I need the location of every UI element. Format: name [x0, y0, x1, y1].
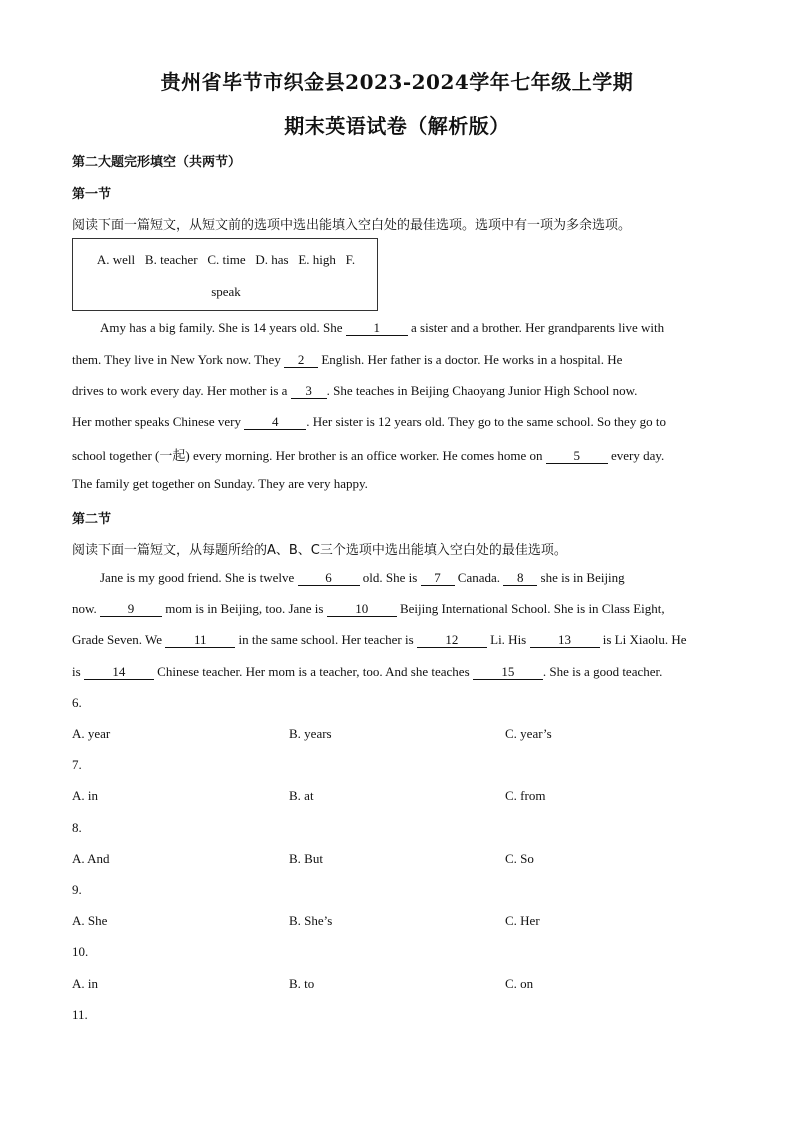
part2-label: 第二节	[72, 512, 112, 527]
blank-10: 10	[327, 602, 397, 617]
option-b[interactable]: B. years	[289, 726, 332, 741]
option-c[interactable]: C. year’s	[505, 726, 552, 741]
question-number: 7.	[72, 757, 82, 772]
option-b[interactable]: B. at	[289, 788, 314, 803]
passage2-line: now. 9 mom is in Beijing, too. Jane is 10 Beijing International School. She is in Class Eight,	[72, 601, 665, 616]
question-number: 9.	[72, 882, 82, 897]
blank-8: 8	[503, 571, 537, 586]
blank-13: 13	[530, 633, 600, 648]
passage1-line: Amy has a big family. She is 14 years old. She 1 a sister and a brother. Her grandparents live with	[100, 320, 665, 335]
blank-4: 4	[244, 415, 306, 430]
option-c[interactable]: C. on	[505, 976, 534, 991]
option-a[interactable]: A. in	[72, 976, 98, 991]
word-options-box	[72, 238, 378, 311]
blank-12: 12	[417, 633, 487, 648]
question-number: 6.	[72, 695, 82, 710]
section-heading: 第二大题完形填空（共两节）	[72, 155, 242, 170]
option-a[interactable]: A. And	[72, 851, 110, 866]
passage1-line: Her mother speaks Chinese very 4 . Her sister is 12 years old. They go to the same school. So they go to	[72, 414, 666, 429]
option-b[interactable]: B. to	[289, 976, 315, 991]
passage1-line: drives to work every day. Her mother is a 3 . She teaches in Beijing Chaoyang Junior High School now.	[72, 383, 638, 398]
option-a[interactable]: A. She	[72, 913, 108, 928]
blank-2: 2	[284, 353, 318, 368]
blank-14: 14	[84, 665, 154, 680]
option-b[interactable]: B. But	[289, 851, 323, 866]
blank-5: 5	[546, 449, 608, 464]
option-c[interactable]: C. So	[505, 851, 534, 866]
blank-3: 3	[291, 384, 327, 399]
question-number: 8.	[72, 820, 82, 835]
passage2-line: is 14 Chinese teacher. Her mom is a teacher, too. And she teaches 15 . She is a good teacher.	[72, 664, 663, 679]
passage1-line: The family get together on Sunday. They are very happy.	[72, 476, 368, 491]
option-a[interactable]: A. in	[72, 788, 98, 803]
part2-instruction: 阅读下面一篇短文，从每题所给的A、B、C三个选项中选出能填入空白处的最佳选项。	[72, 543, 567, 558]
part1-label: 第一节	[72, 187, 112, 202]
word-options-line-2: speak	[211, 284, 241, 299]
question-number: 11.	[72, 1007, 88, 1022]
option-a[interactable]: A. year	[72, 726, 111, 741]
blank-6: 6	[298, 571, 360, 586]
passage2-line: Grade Seven. We 11 in the same school. Her teacher is 12 Li. His 13 is Li Xiaolu. He	[72, 632, 687, 647]
option-c[interactable]: C. Her	[505, 913, 540, 928]
option-c[interactable]: C. from	[505, 788, 546, 803]
blank-7: 7	[421, 571, 455, 586]
blank-1: 1	[346, 321, 408, 336]
passage2-line: Jane is my good friend. She is twelve 6 old. She is 7 Canada. 8 she is in Beijing	[100, 570, 625, 585]
title-line-1: 贵州省毕节市织金县2023-2024学年七年级上学期	[160, 70, 634, 94]
blank-11: 11	[165, 633, 235, 648]
passage1-line: school together (一起) every morning. Her brother is an office worker. He comes home on 5 every day.	[72, 448, 665, 463]
blank-15: 15	[473, 665, 543, 680]
word-options-line-1: A. well B. teacher C. time D. has E. high F.	[96, 252, 356, 267]
passage1-line: them. They live in New York now. They 2 English. Her father is a doctor. He works in a hospital. He	[72, 352, 623, 367]
blank-9: 9	[100, 602, 162, 617]
title-line-2: 期末英语试卷（解析版）	[284, 114, 510, 138]
question-number: 10.	[72, 944, 89, 959]
part1-instruction: 阅读下面一篇短文，从短文前的选项中选出能填入空白处的最佳选项。选项中有一项为多余选项。	[72, 218, 632, 233]
option-b[interactable]: B. She’s	[289, 913, 333, 928]
